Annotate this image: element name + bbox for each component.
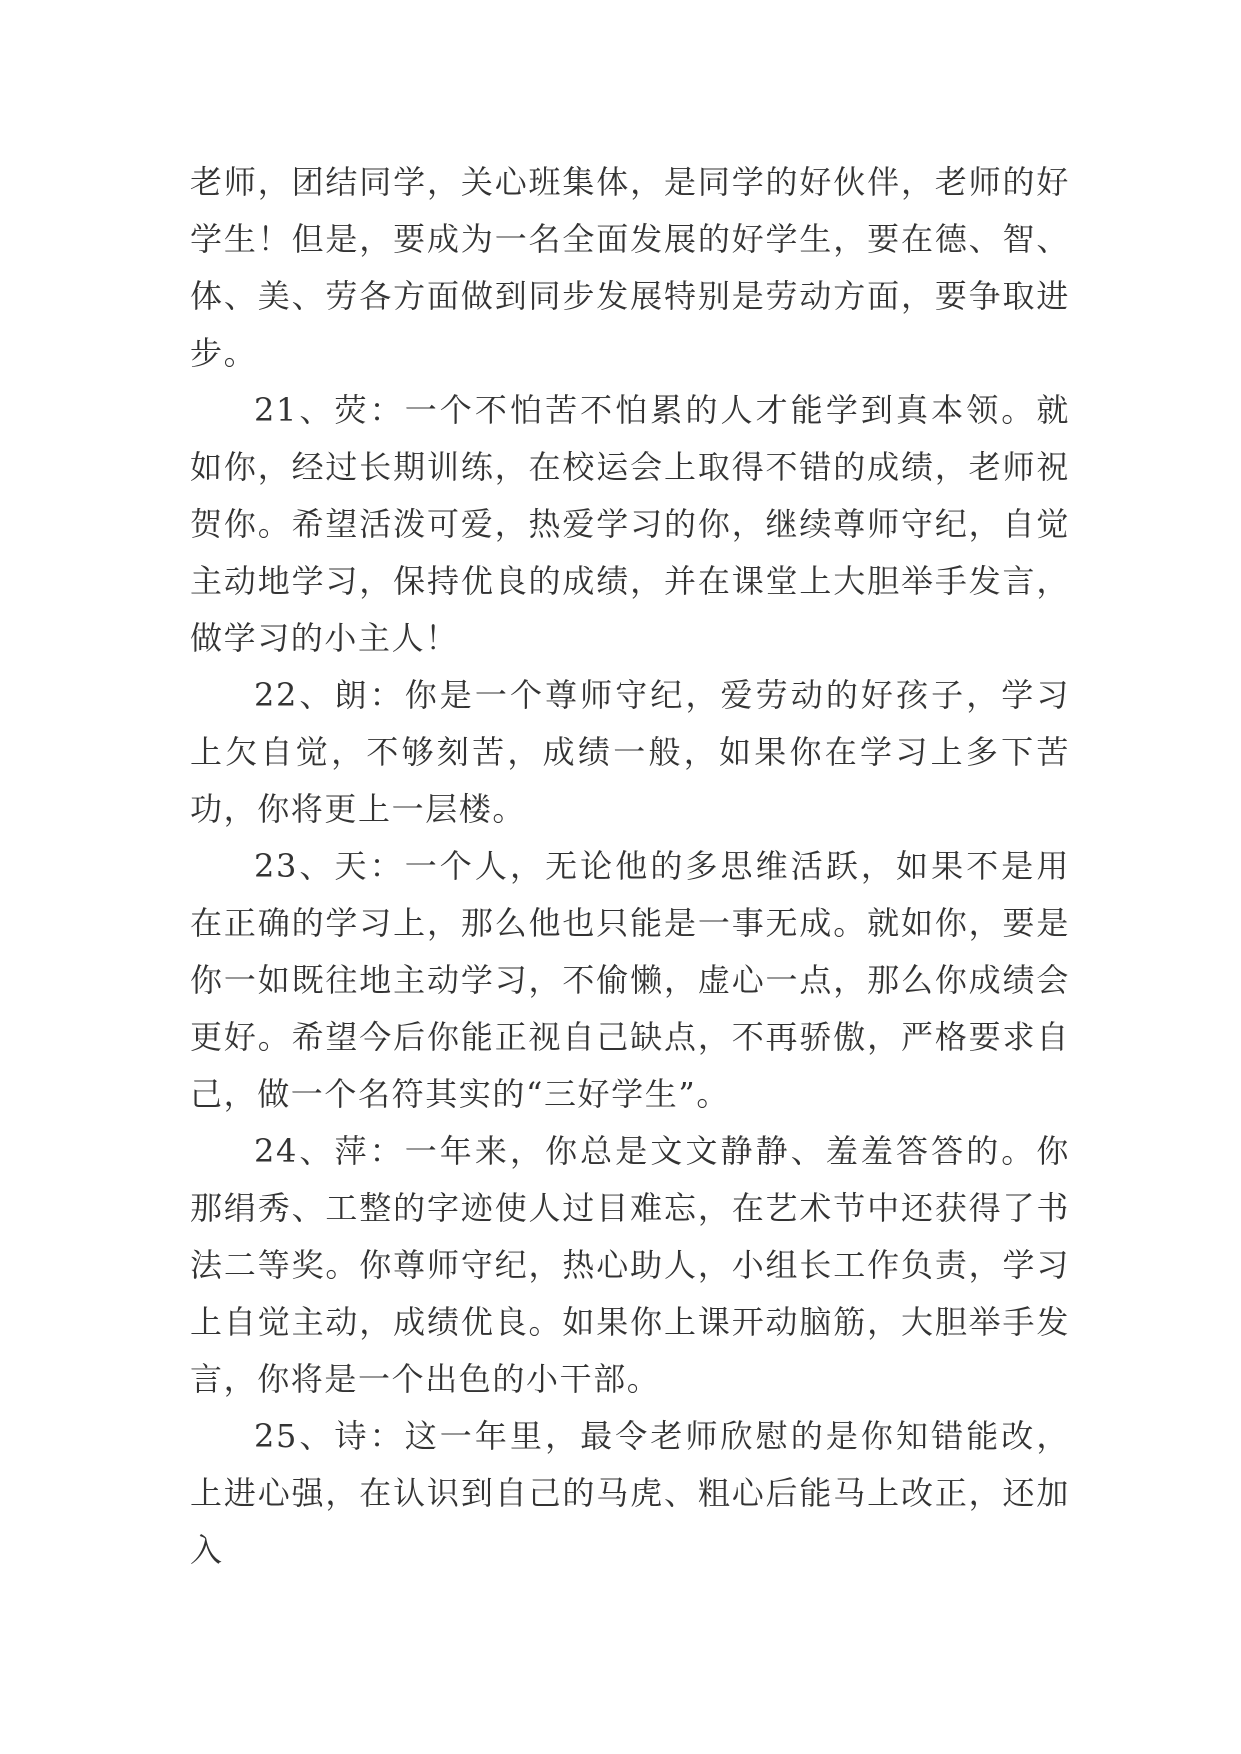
paragraph-comment-21: 21、荧：一个不怕苦不怕累的人才能学到真本领。就如你，经过长期训练，在校运会上取得不错的成绩，老师祝贺你。希望活泼可爱，热爱学习的你，继续尊师守纪，自觉主动地学习，保持优良的成绩，并在课堂上大胆举手发言，做学习的小主人！: [190, 391, 1070, 657]
paragraph-comment-25: 25、诗：这一年里，最令老师欣慰的是你知错能改，上进心强，在认识到自己的马虎、粗心后能马上改正，还加入: [190, 1417, 1070, 1569]
paragraph-continuation: 老师，团结同学，关心班集体，是同学的好伙伴，老师的好学生！但是，要成为一名全面发展的好学生，要在德、智、体、美、劳各方面做到同步发展特别是劳动方面，要争取进步。: [190, 163, 1070, 372]
document-body: [190, 154, 1070, 1579]
paragraph-comment-23: 23、天：一个人，无论他的多思维活跃，如果不是用在正确的学习上，那么他也只能是一事无成。就如你，要是你一如既往地主动学习，不偷懒，虚心一点，那么你成绩会更好。希望今后你能正视自己缺点，不再骄傲，严格要求自己，做一个名符其实的“三好学生”。: [190, 847, 1070, 1113]
paragraph-comment-24: 24、萍：一年来，你总是文文静静、羞羞答答的。你那绢秀、工整的字迹使人过目难忘，在艺术节中还获得了书法二等奖。你尊师守纪，热心助人，小组长工作负责，学习上自觉主动，成绩优良。如果你上课开动脑筋，大胆举手发言，你将是一个出色的小干部。: [190, 1132, 1070, 1398]
paragraph-comment-22: 22、朗：你是一个尊师守纪，爱劳动的好孩子，学习上欠自觉，不够刻苦，成绩一般，如果你在学习上多下苦功，你将更上一层楼。: [190, 676, 1070, 828]
